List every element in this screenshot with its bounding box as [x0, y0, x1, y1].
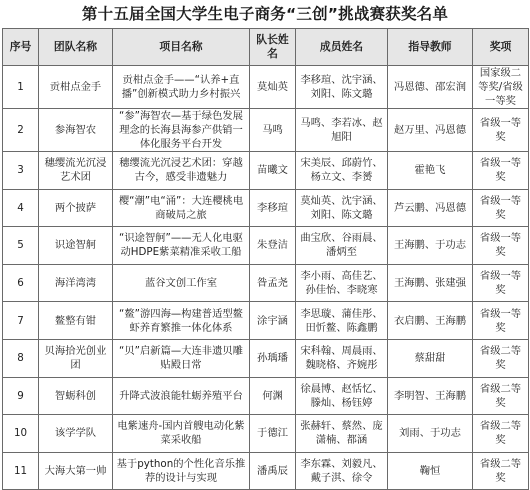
cell-leader: 何渊	[250, 377, 296, 415]
cell-members: 李东霖、刘毅凡、戴子淇、徐令	[296, 452, 388, 490]
cell-award: 国家级二等奖/省级一等奖	[473, 66, 529, 109]
cell-advisor: 王海鹏、于功志	[388, 227, 473, 265]
cell-team: 贝海拾光创业团	[39, 339, 113, 377]
cell-leader: 昝孟尧	[250, 264, 296, 302]
cell-team: 该学学队	[39, 415, 113, 453]
cell-seq: 11	[3, 452, 39, 490]
cell-team: 穗缨流光沉浸艺术团	[39, 152, 113, 190]
cell-project: 穗缨流光沉浸艺术团：穿越古今，感受非遗魅力	[113, 152, 250, 190]
cell-advisor: 李明智、王海鹏	[388, 377, 473, 415]
cell-members: 莫灿英、沈宇涵、刘阳、陈文璐	[296, 189, 388, 227]
cell-leader: 涂宇涵	[250, 302, 296, 340]
column-header-seq: 序号	[3, 29, 39, 66]
column-header-advisor: 指导教师	[388, 29, 473, 66]
cell-members: 曲宝欣、谷雨晨、潘炳至	[296, 227, 388, 265]
table-row	[3, 415, 529, 453]
cell-advisor: 蔡甜甜	[388, 339, 473, 377]
cell-seq: 3	[3, 152, 39, 190]
cell-award: 省级二等奖	[473, 339, 529, 377]
cell-award: 省级一等奖	[473, 109, 529, 152]
cell-members: 马鸣、李若冰、赵旭阳	[296, 109, 388, 152]
cell-team: 智蛎科创	[39, 377, 113, 415]
cell-project: 升降式波浪能牡蛎养殖平台	[113, 377, 250, 415]
cell-award: 省级二等奖	[473, 377, 529, 415]
cell-seq: 7	[3, 302, 39, 340]
cell-team: 海洋湾湾	[39, 264, 113, 302]
cell-leader: 李移瑄	[250, 189, 296, 227]
table-row	[3, 66, 529, 109]
cell-advisor: 刘雨、于功志	[388, 415, 473, 453]
cell-project: 电紫速舟-国内首艘电动化紫菜采收船	[113, 415, 250, 453]
column-header-members: 成员姓名	[296, 29, 388, 66]
cell-advisor: 鞠恒	[388, 452, 473, 490]
cell-advisor: 王海鹏、张建强	[388, 264, 473, 302]
cell-seq: 5	[3, 227, 39, 265]
cell-award: 省级一等奖	[473, 152, 529, 190]
cell-project: 基于python的个性化音乐推荐的设计与实现	[113, 452, 250, 490]
cell-seq: 2	[3, 109, 39, 152]
cell-members: 宋美辰、邱蔚竹、杨立文、李赟	[296, 152, 388, 190]
cell-team: 参海智农	[39, 109, 113, 152]
cell-team: 贡柑点金手	[39, 66, 113, 109]
cell-advisor: 赵万里、冯恩德	[388, 109, 473, 152]
cell-leader: 马鸣	[250, 109, 296, 152]
cell-advisor: 冯恩德、邵宏润	[388, 66, 473, 109]
table-row	[3, 339, 529, 377]
cell-award: 省级一等奖	[473, 227, 529, 265]
column-header-team: 团队名称	[39, 29, 113, 66]
cell-advisor: 衣启鹏、王海鹏	[388, 302, 473, 340]
cell-project: “参”海智农—基于绿色发展理念的长海县海参产供销一体化服务平台开发	[113, 109, 250, 152]
cell-team: 大海大第一帅	[39, 452, 113, 490]
cell-team: 两个披萨	[39, 189, 113, 227]
cell-award: 省级一等奖	[473, 189, 529, 227]
cell-advisor: 霍艳飞	[388, 152, 473, 190]
table-row	[3, 227, 529, 265]
cell-leader: 朱登洁	[250, 227, 296, 265]
table-row	[3, 302, 529, 340]
cell-seq: 9	[3, 377, 39, 415]
award-table	[2, 28, 529, 490]
cell-leader: 孙瑀璠	[250, 339, 296, 377]
page-title: 第十五届全国大学生电子商务“三创”挑战赛获奖名单	[81, 5, 449, 23]
cell-members: 李小雨、高佳艺、孙佳怡、李晓寒	[296, 264, 388, 302]
cell-project: 蓝谷文创工作室	[113, 264, 250, 302]
cell-project: “鳌”游四海—构建普适型鳌虾养育繁推一体化体系	[113, 302, 250, 340]
cell-project: 樱“潮”电“涌”：大连樱桃电商破局之旅	[113, 189, 250, 227]
cell-leader: 苗曦文	[250, 152, 296, 190]
cell-team: 鳌整有钳	[39, 302, 113, 340]
table-row	[3, 109, 529, 152]
cell-members: 李思璇、蒲佳彤、田忻鳌、陈鑫鹏	[296, 302, 388, 340]
cell-leader: 潘禹辰	[250, 452, 296, 490]
cell-award: 省级二等奖	[473, 452, 529, 490]
cell-leader: 于德江	[250, 415, 296, 453]
cell-advisor: 芦云鹏、冯恩德	[388, 189, 473, 227]
header-row	[3, 29, 529, 66]
cell-award: 省级一等奖	[473, 264, 529, 302]
column-header-project: 项目名称	[113, 29, 250, 66]
table-row	[3, 452, 529, 490]
cell-project: 贡柑点金手——“认养+直播”创新模式助力乡村振兴	[113, 66, 250, 109]
cell-members: 李移瑄、沈宇涵、刘阳、陈文璐	[296, 66, 388, 109]
cell-members: 徐晨博、赵恬忆、滕灿、杨钰婷	[296, 377, 388, 415]
table-row	[3, 152, 529, 190]
cell-award: 省级一等奖	[473, 302, 529, 340]
cell-project: “贝”启新篇—大连非遗贝雕贴殿日常	[113, 339, 250, 377]
column-header-award: 奖项	[473, 29, 529, 66]
cell-leader: 莫灿英	[250, 66, 296, 109]
cell-team: 识途智舸	[39, 227, 113, 265]
cell-seq: 8	[3, 339, 39, 377]
cell-seq: 10	[3, 415, 39, 453]
cell-seq: 6	[3, 264, 39, 302]
table-row	[3, 264, 529, 302]
table-row	[3, 189, 529, 227]
column-header-leader: 队长姓名	[250, 29, 296, 66]
cell-members: 张赫轩、蔡然、庞潇楠、都涵	[296, 415, 388, 453]
table-row	[3, 377, 529, 415]
cell-seq: 4	[3, 189, 39, 227]
cell-project: “识途智舸”——无人化电驱动HDPE紫菜精准采收工船	[113, 227, 250, 265]
cell-members: 宋科翰、周晨雨、魏晓格、齐婉彤	[296, 339, 388, 377]
cell-award: 省级二等奖	[473, 415, 529, 453]
cell-seq: 1	[3, 66, 39, 109]
